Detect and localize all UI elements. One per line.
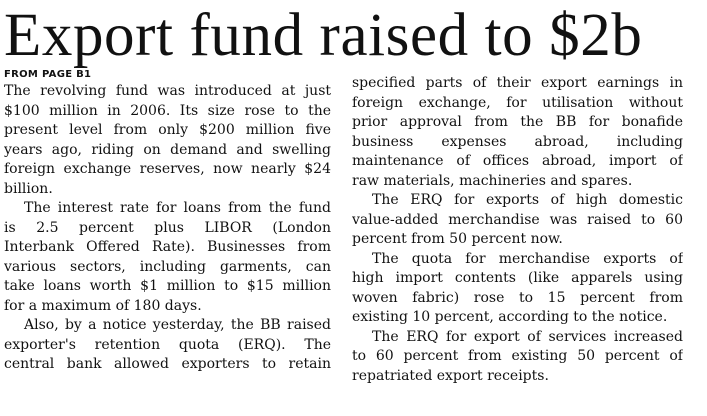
article-text-line: business expenses abroad, including — [352, 133, 683, 150]
article-text-line: repatriated export receipts. — [352, 367, 549, 384]
article-text-line: The revolving fund was introduced at just — [4, 83, 331, 99]
article-text-line: Also, by a notice yesterday, the BB raised — [24, 317, 331, 333]
article-text-line: value-added merchandise was raised to 60 — [352, 211, 683, 228]
source-label: FROM PAGE B1 — [4, 69, 92, 80]
article-text-line: for a maximum of 180 days. — [4, 297, 202, 314]
article-text-line: present level from only $200 million five — [4, 122, 331, 138]
article-text-line: take loans worth $1 million to $15 million — [4, 278, 331, 294]
article-text-line: specified parts of their export earnings in — [352, 75, 683, 91]
headline: Export fund raised to $2b — [4, 2, 643, 69]
article-text-line: raw materials, machineries and spares. — [352, 172, 633, 189]
article-text-line: foreign exchange reserves, now nearly $24 — [4, 161, 331, 177]
article-text-line: to 60 percent from existing 50 percent of — [352, 348, 683, 364]
left-column — [4, 70, 331, 375]
article-text-line: prior approval from the BB for bonafide — [352, 114, 683, 130]
article-text-line: The ERQ for exports of high domestic — [372, 192, 683, 208]
article-text-line: various sectors, including garments, can — [4, 258, 331, 275]
article-text-line: high import contents (like apparels using — [352, 270, 683, 286]
right-column — [352, 74, 683, 386]
article-text-line: years ago, riding on demand and swelling — [4, 141, 331, 158]
article-text-line: $100 million in 2006. Its size rose to the — [4, 102, 331, 119]
article-text-line: exporter's retention quota (ERQ). The — [4, 336, 331, 353]
article-text-line: Interbank Offered Rate). Businesses from — [4, 239, 331, 255]
article-text-line: foreign exchange, for utilisation without — [352, 94, 683, 111]
article-text-line: central bank allowed exporters to retain — [4, 356, 331, 372]
article-text-line: maintenance of offices abroad, import of — [352, 153, 683, 169]
article-text-line: The ERQ for export of services increased — [372, 328, 683, 345]
article-text-line: The interest rate for loans from the fund — [24, 200, 331, 216]
article-text-line: woven fabric) rose to 15 percent from — [352, 289, 683, 306]
article-text-line: The quota for merchandise exports of — [372, 250, 683, 267]
article-text-line: existing 10 percent, according to the notice. — [352, 309, 668, 325]
article-text-line: is 2.5 percent plus LIBOR (London — [4, 219, 331, 236]
article-text-line: percent from 50 percent now. — [352, 231, 563, 247]
article-text-line: billion. — [4, 180, 53, 197]
